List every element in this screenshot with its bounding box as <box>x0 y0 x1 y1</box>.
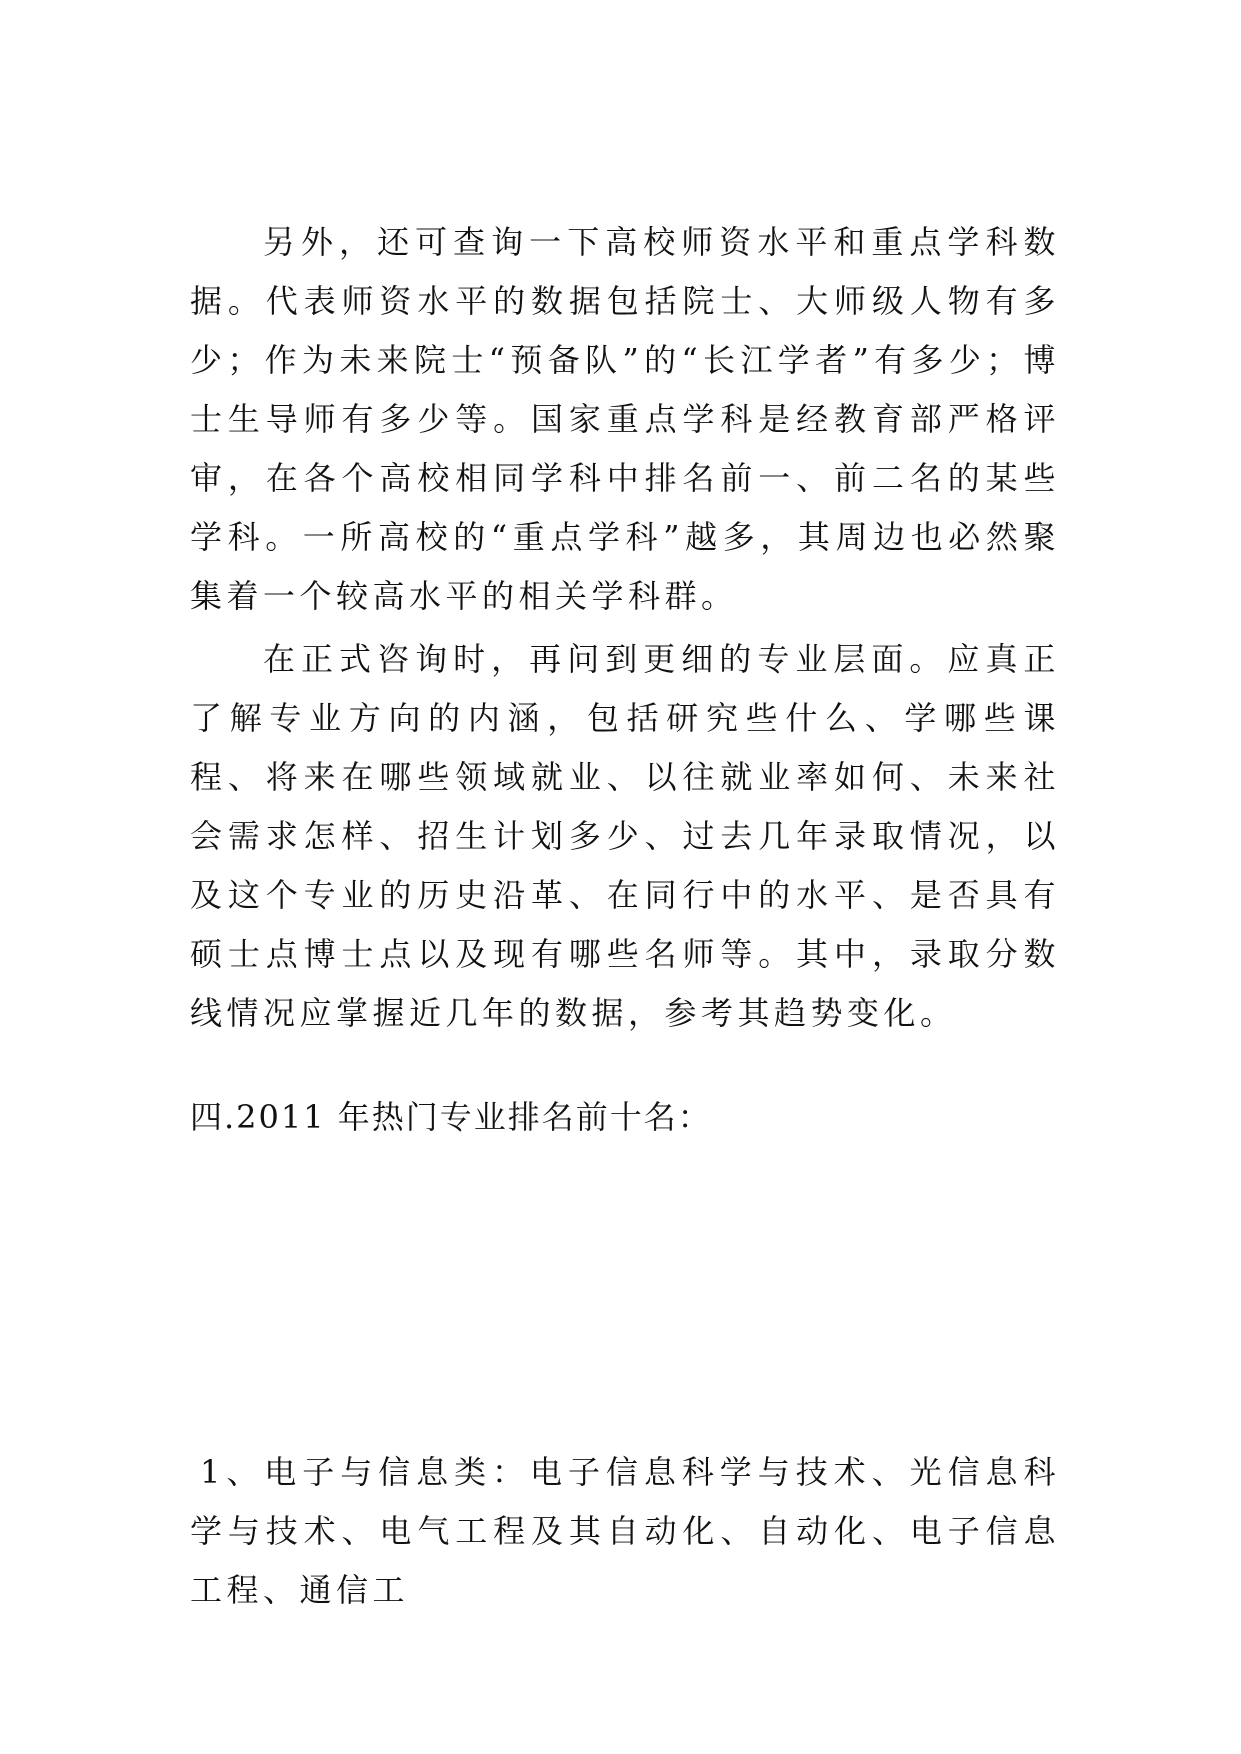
paragraph-consultation: 在正式咨询时，再问到更细的专业层面。应真正了解专业方向的内涵，包括研究些什么、学哪些课程、将来在哪些领域就业、以往就业率如何、未来社会需求怎样、招生计划多少、过去几年录取情况，以及这个专业的历史沿革、在同行中的水平、是否具有硕士点博士点以及现有哪些名师等。其中，录取分数线情况应掌握近几年的数据，参考其趋势变化。 <box>190 640 1060 1032</box>
list-item: 1、电子与信息类：电子信息科学与技术、光信息科学与技术、电气工程及其自动化、自动化、电子信息工程、通信工 <box>190 1453 1060 1609</box>
section-heading: 四.2011 年热门专业排名前十名： <box>190 1098 712 1136</box>
paragraph-faculty-data: 另外，还可查询一下高校师资水平和重点学科数据。代表师资水平的数据包括院士、大师级人物有多少；作为未来院士“预备队”的“长江学者”有多少；博士生导师有多少等。国家重点学科是经教育部严格评审，在各个高校相同学科中排名前一、前二名的某些学科。一所高校的“重点学科”越多，其周边也必然聚集着一个较高水平的相关学科群。 <box>190 223 1060 615</box>
